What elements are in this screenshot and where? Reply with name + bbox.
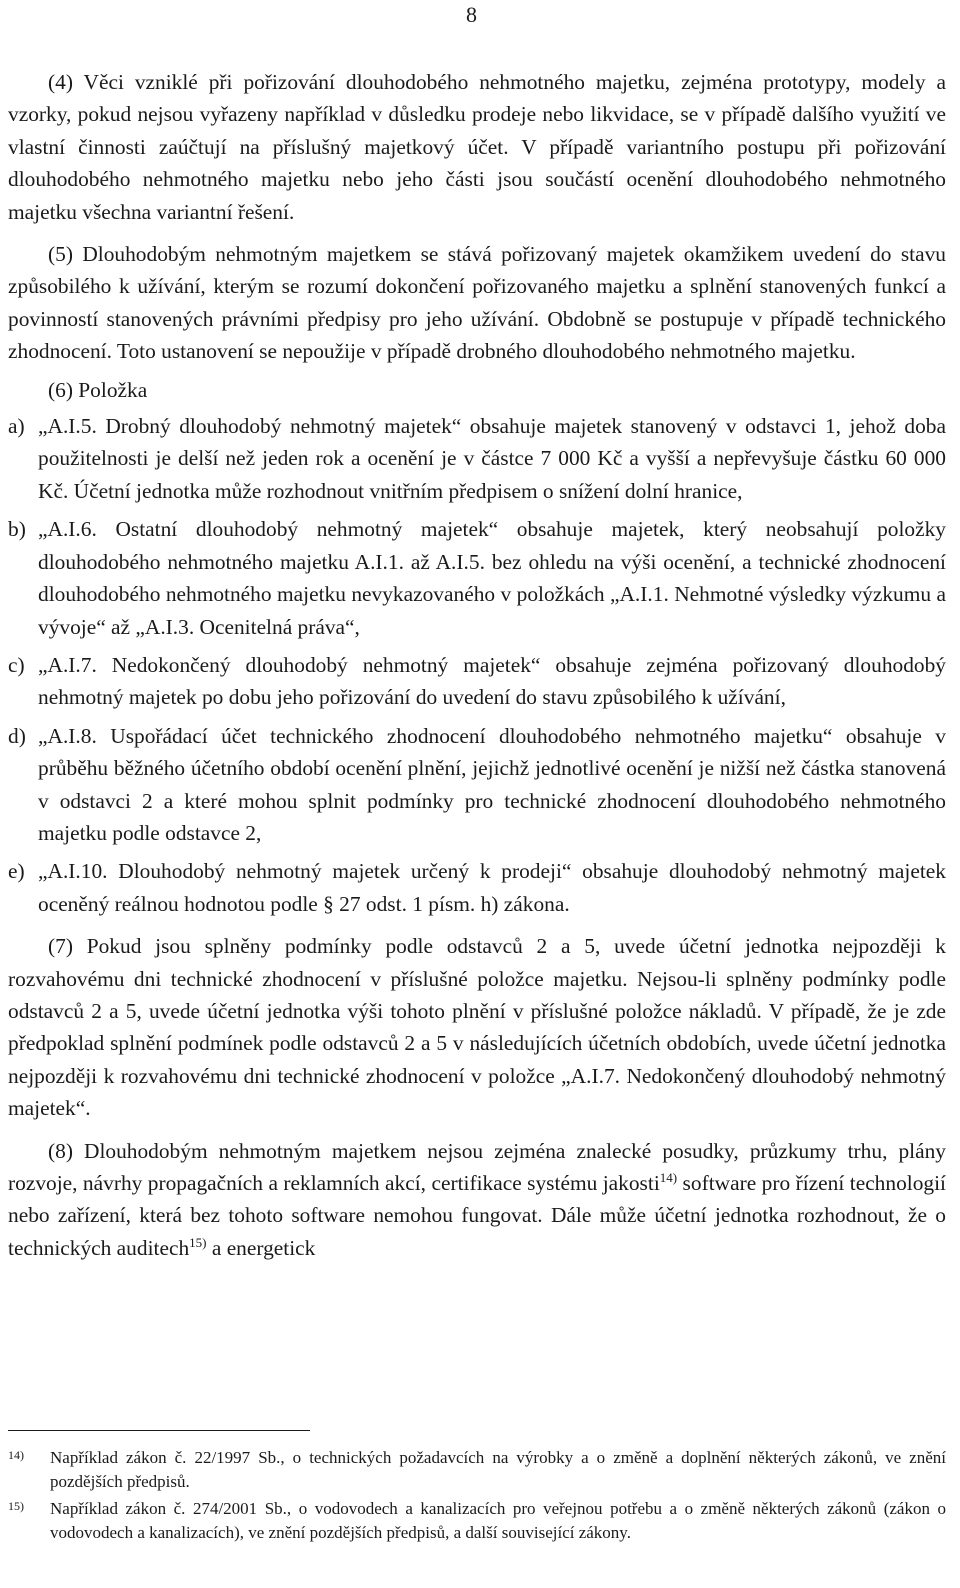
footnote-text: Například zákon č. 274/2001 Sb., o vodovodech a kanalizacích pro veřejnou potřebu a o změně některých zákonů (zákon o vodovodech a kanalizacích), ve znění pozdějších předpisů, a další související zákony. [50,1499,946,1542]
list-item [8,649,946,714]
list-item-text: „A.I.10. Dlouhodobý nehmotný majetek určený k prodeji“ obsahuje dlouhodobý nehmotný majetek oceněný reálnou hodnotou podle § 27 odst. 1 písm. h) zákona. [38,859,946,916]
list-item-marker: b) [8,517,26,542]
paragraph-5: (5) Dlouhodobým nehmotným majetkem se stává pořizovaný majetek okamžikem uvedení do stavu způsobilého k užívání, kterým se rozumí dokončení pořizovaného majetku a splnění stanovených funkcí a povinností stanovených právními předpisy pro jeho užívání. Obdobně se postupuje v případě technického zhodnocení. Toto ustanovení se nepoužije v případě drobného dlouhodobého nehmotného majetku. [8,242,946,364]
paragraph-4: (4) Věci vzniklé při pořizování dlouhodobého nehmotného majetku, zejména prototypy, modely a vzorky, pokud nejsou vyřazeny například v důsledku prodeje nebo likvidace, se v případě dalšího využití ve vlastní činnosti zaúčtují na příslušný majetkový účet. V případě variantního postupu při pořizování dlouhodobého nehmotného majetku nebo jeho části jsou součástí ocenění dlouhodobého nehmotného majetku všechna variantní řešení. [8,70,946,224]
list-item-text: „A.I.7. Nedokončený dlouhodobý nehmotný majetek“ obsahuje zejména pořizovaný dlouhodobý nehmotný majetek po dobu jeho pořizování do uvedení do stavu způsobilého k užívání, [38,652,946,710]
body-text [8,66,946,1264]
footnote-14 [8,1446,946,1494]
footnote-mark: 15) [8,1499,24,1513]
paragraph-8 [8,1135,946,1265]
list-item-marker: a) [8,414,25,439]
list-item [8,720,946,850]
page-number: 8 [466,2,477,27]
list-item-text: „A.I.5. Drobný dlouhodobý nehmotný majetek“ obsahuje majetek stanovený v odstavci 1, jehož doba použitelnosti je delší než jeden rok a ocenění je v částce 7 000 Kč a vyšší a nepřevyšuje částku 60 000 Kč. Účetní jednotka může rozhodnout vnitřním předpisem o snížení dolní hranice, [38,414,946,503]
list-item-marker: e) [8,859,25,884]
paragraph-6-heading: (6) Položka [48,377,148,402]
list-item-marker: c) [8,652,25,677]
list-item [8,410,946,507]
paragraph-8-text-2: software pro řízení technologií nebo zařízení, která bez tohoto software nemohou fungovat. Dále může účetní jednotka rozhodnout, že o technických auditech [8,1171,946,1260]
footnotes [8,1446,946,1548]
list-item [8,855,946,920]
footnote-15 [8,1497,946,1545]
list-item-text: „A.I.6. Ostatní dlouhodobý nehmotný majetek“ obsahuje majetek, který neobsahují položky dlouhodobého nehmotného majetku A.I.1. až A.I.5. bez ohledu na výši ocenění, a technické zhodnocení dlouhodobého nehmotného majetku nevykazovaného v položkách „A.I.1. Nehmotné výsledky výzkumu a vývoje“ až „A.I.3. Ocenitelná práva“, [38,517,946,639]
list-item-marker: d) [8,723,26,748]
list-item [8,513,946,643]
footnote-mark: 14) [8,1448,24,1462]
footnote-text: Například zákon č. 22/1997 Sb., o technických požadavcích na výrobky a o změně a doplnění některých zákonů, ve znění pozdějších předpisů. [50,1448,946,1491]
list-item-text: „A.I.8. Uspořádací účet technického zhodnocení dlouhodobého nehmotného majetku“ obsahuje v průběhu běžného účetního období ocenění plnění, jejichž jednotlivé ocenění je nižší než částka stanovená v odstavci 2 a které mohou splnit podmínky pro technické zhodnocení dlouhodobého nehmotného majetku podle odstavce 2, [38,723,946,845]
footnote-divider [8,1430,310,1431]
paragraph-8-text-3: a energetick [206,1235,316,1260]
footnote-ref-14[interactable]: 14) [659,1169,678,1185]
footnote-ref-15[interactable]: 15) [189,1234,207,1250]
paragraph-8-text-1: (8) Dlouhodobým nehmotným majetkem nejsou zejména znalecké posudky, průzkumy trhu, plány rozvoje, návrhy propagačních a reklamních akcí, certifikace systému jakosti [8,1138,946,1195]
paragraph-7: (7) Pokud jsou splněny podmínky podle odstavců 2 a 5, uvede účetní jednotka nejpozději k rozvahovému dni technické zhodnocení v příslušné položce majetku. Nejsou-li splněny podmínky podle odstavců 2 a 5, uvede účetní jednotka výši tohoto plnění v příslušné položce nákladů. V případě, že je zde předpoklad splnění podmínek podle odstavců 2 a 5 v následujících účetních obdobích, uvede účetní jednotka nejpozději k rozvahovému dni technické zhodnocení v položce „A.I.7. Nedokončený dlouhodobý nehmotný majetek“. [8,934,946,1121]
